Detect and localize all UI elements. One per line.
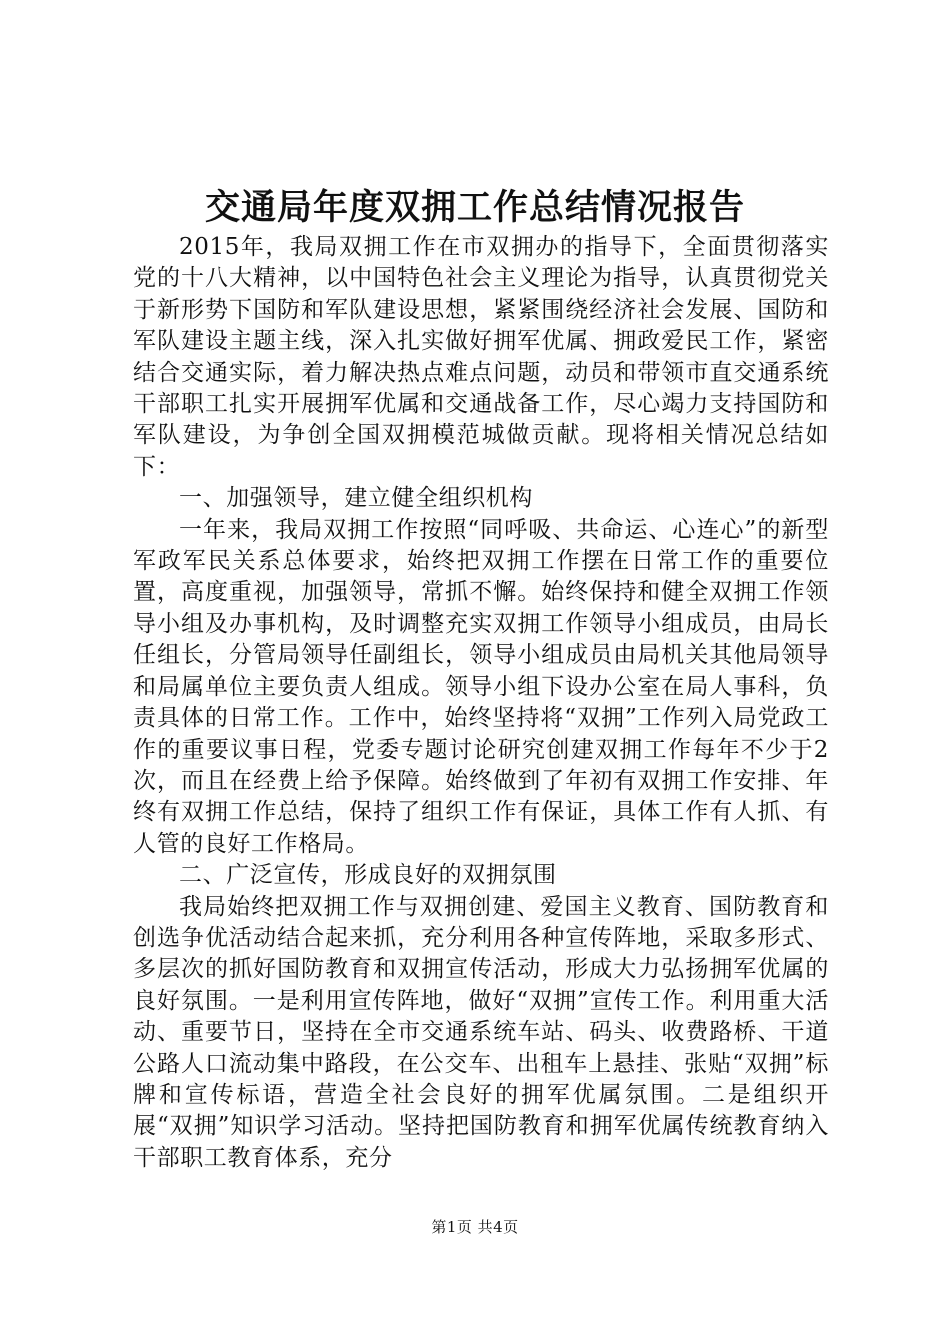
page-number-footer: 第1页 共4页 bbox=[431, 1218, 519, 1236]
intro-paragraph: 2015年，我局双拥工作在市双拥办的指导下，全面贯彻落实党的十八大精神，以中国特色社会主义理论为指导，认真贯彻党关于新形势下国防和军队建设思想，紧紧围绕经济社会发展、国防和军队建设主题主线，深入扎实做好拥军优属、拥政爱民工作，紧密结合交通实际，着力解决热点难点问题，动员和带领市直交通系统干部职工扎实开展拥军优属和交通战备工作，尽心竭力支持国防和军队建设，为争创全国双拥模范城做贡献。现将相关情况总结如下： bbox=[133, 234, 829, 480]
document-title: 交通局年度双拥工作总结情况报告 bbox=[204, 187, 745, 228]
section-1-paragraph: 一年来，我局双拥工作按照“同呼吸、共命运、心连心”的新型军政军民关系总体要求，始终把双拥工作摆在日常工作的重要位置，高度重视，加强领导，常抓不懈。始终保持和健全双拥工作领导小组及办事机构，及时调整充实双拥工作领导小组成员，由局长任组长，分管局领导任副组长，领导小组成员由局机关其他局领导和局属单位主要负责人组成。领导小组下设办公室在局人事科，负责具体的日常工作。工作中，始终坚持将“双拥”工作列入局党政工作的重要议事日程，党委专题讨论研究创建双拥工作每年不少于2次，而且在经费上给予保障。始终做到了年初有双拥工作安排、年终有双拥工作总结，保持了组织工作有保证，具体工作有人抓、有人管的良好工作格局。 bbox=[133, 516, 829, 857]
section-heading-1: 一、加强领导，建立健全组织机构 bbox=[179, 485, 533, 512]
section-heading-2: 二、广泛宣传，形成良好的双拥氛围 bbox=[179, 862, 557, 889]
section-2-paragraph: 我局始终把双拥工作与双拥创建、爱国主义教育、国防教育和创选争优活动结合起来抓，充分利用各种宣传阵地，采取多形式、多层次的抓好国防教育和双拥宣传活动，形成大力弘扬拥军优属的良好氛围。一是利用宣传阵地，做好“双拥”宣传工作。利用重大活动、重要节日，坚持在全市交通系统车站、码头、收费路桥、干道公路人口流动集中路段，在公交车、出租车上悬挂、张贴“双拥”标牌和宣传标语，营造全社会良好的拥军优属氛围。二是组织开展“双拥”知识学习活动。坚持把国防教育和拥军优属传统教育纳入干部职工教育体系，充分 bbox=[133, 893, 829, 1171]
document-body bbox=[133, 232, 829, 1174]
